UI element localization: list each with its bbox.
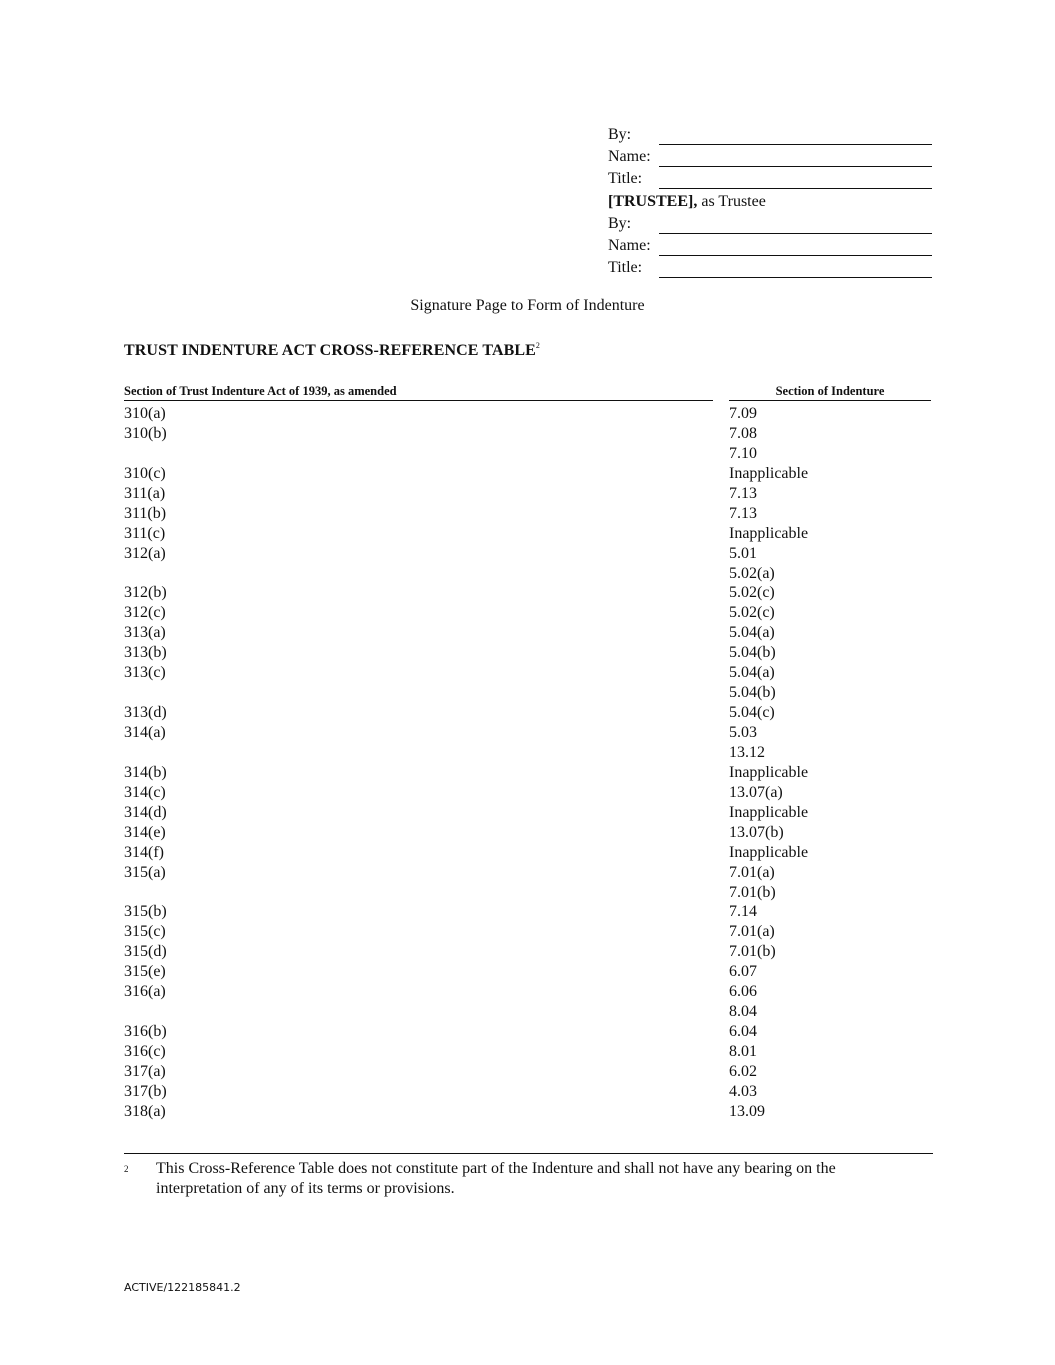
tia-section-cell: 311(a) xyxy=(124,484,166,502)
sig-title-field-1 xyxy=(608,168,932,190)
indenture-section-ref: 7.01(b) xyxy=(729,883,776,901)
indenture-section-cell xyxy=(729,823,934,843)
table-row xyxy=(124,783,934,803)
table-row xyxy=(124,504,934,524)
indenture-section-ref: 7.13 xyxy=(729,484,757,502)
indenture-section-ref: 5.02(a) xyxy=(729,564,775,582)
indenture-section-ref: Inapplicable xyxy=(729,843,809,861)
indenture-section-ref: 8.04 xyxy=(729,1003,757,1021)
cross-reference-table xyxy=(124,404,934,1122)
table-row xyxy=(124,623,934,643)
table-row xyxy=(124,1082,934,1102)
table-row xyxy=(124,464,934,484)
trustee-line xyxy=(608,191,932,213)
tia-section-cell: 316(c) xyxy=(124,1043,166,1061)
tia-section-cell: 315(a) xyxy=(124,863,166,881)
column-header-tia-section: Section of Trust Indenture Act of 1939, as amended xyxy=(124,384,713,401)
tia-section-cell: 315(e) xyxy=(124,963,166,981)
table-row xyxy=(124,703,934,723)
table-row xyxy=(124,583,934,603)
indenture-section-cell xyxy=(729,404,934,424)
footnote-mark: 2 xyxy=(124,1164,129,1174)
indenture-section-cell xyxy=(729,524,934,544)
indenture-section-ref: 5.02(c) xyxy=(729,584,775,602)
tia-section-cell: 313(d) xyxy=(124,704,167,722)
signature-line xyxy=(659,188,932,189)
tia-section-cell: 314(a) xyxy=(124,724,166,742)
tia-section-cell: 314(f) xyxy=(124,843,164,861)
sig-label: By: xyxy=(608,215,632,232)
indenture-section-ref: 6.06 xyxy=(729,983,757,1001)
tia-section-cell: 311(c) xyxy=(124,524,166,542)
indenture-section-ref: 7.08 xyxy=(729,425,757,442)
indenture-section-cell xyxy=(729,703,934,723)
tia-section-cell: 311(b) xyxy=(124,504,167,522)
tia-section-cell: 314(e) xyxy=(124,823,166,841)
tia-section-cell: 315(b) xyxy=(124,903,167,921)
table-row xyxy=(124,942,934,962)
tia-section-cell: 313(c) xyxy=(124,664,166,682)
indenture-section-ref: 7.14 xyxy=(729,903,757,921)
table-row xyxy=(124,763,934,783)
indenture-section-cell xyxy=(729,1102,934,1122)
table-row xyxy=(124,962,934,982)
indenture-section-ref: 6.04 xyxy=(729,1023,757,1041)
table-row xyxy=(124,1062,934,1082)
table-row xyxy=(124,1042,934,1062)
sig-label: Name: xyxy=(608,148,651,165)
table-row xyxy=(124,544,934,584)
table-row xyxy=(124,982,934,1022)
indenture-section-cell xyxy=(729,623,934,643)
indenture-section-cell xyxy=(729,504,934,524)
sig-name-field-2 xyxy=(608,235,932,257)
sig-label: Title: xyxy=(608,259,643,276)
indenture-section-ref: 7.09 xyxy=(729,405,757,422)
indenture-section-cell xyxy=(729,1042,934,1062)
tia-section-cell: 317(a) xyxy=(124,1063,166,1081)
table-row xyxy=(124,663,934,703)
indenture-section-ref: 13.07(a) xyxy=(729,783,783,801)
indenture-section-cell xyxy=(729,783,934,803)
indenture-section-ref: 13.09 xyxy=(729,1103,765,1121)
tia-section-cell: 312(a) xyxy=(124,544,166,562)
sig-label: By: xyxy=(608,126,632,143)
tia-section-cell: 315(c) xyxy=(124,923,166,941)
trustee-role: as Trustee xyxy=(697,193,766,210)
footnote-text: This Cross-Reference Table does not constitute part of the Indenture and shall not have any bearing on the interpretation of any of its terms or provisions. xyxy=(156,1160,836,1197)
indenture-section-cell xyxy=(729,583,934,603)
tia-section-cell: 310(a) xyxy=(124,405,166,422)
column-header-indenture-section: Section of Indenture xyxy=(729,384,931,401)
table-row xyxy=(124,843,934,863)
footnote xyxy=(124,1159,924,1199)
indenture-section-cell xyxy=(729,544,934,584)
indenture-section-cell xyxy=(729,922,934,942)
tia-section-cell: 310(c) xyxy=(124,464,166,482)
indenture-section-cell xyxy=(729,464,934,484)
tia-section-cell: 315(d) xyxy=(124,943,167,961)
indenture-section-ref: Inapplicable xyxy=(729,524,809,542)
indenture-section-ref: 13.07(b) xyxy=(729,823,784,841)
indenture-section-ref: 8.01 xyxy=(729,1043,757,1061)
indenture-section-ref: 5.04(a) xyxy=(729,624,775,642)
table-row xyxy=(124,1102,934,1122)
indenture-section-cell xyxy=(729,1082,934,1102)
indenture-section-ref: 7.10 xyxy=(729,444,757,462)
indenture-section-ref: 6.07 xyxy=(729,963,757,981)
tia-section-cell: 314(d) xyxy=(124,803,167,821)
indenture-section-cell xyxy=(729,763,934,783)
indenture-section-cell xyxy=(729,902,934,922)
indenture-section-ref: 5.04(a) xyxy=(729,664,775,682)
indenture-section-ref: 7.01(b) xyxy=(729,943,776,961)
tia-section-cell: 316(a) xyxy=(124,983,166,1001)
indenture-section-cell xyxy=(729,863,934,903)
tia-section-cell: 313(b) xyxy=(124,644,167,662)
signature-line xyxy=(659,166,932,167)
indenture-section-cell xyxy=(729,603,934,623)
tia-section-cell: 316(b) xyxy=(124,1023,167,1041)
indenture-section-cell xyxy=(729,1022,934,1042)
table-row xyxy=(124,922,934,942)
indenture-section-cell xyxy=(729,982,934,1022)
tia-section-cell: 318(a) xyxy=(124,1103,166,1121)
tia-section-cell: 314(b) xyxy=(124,763,167,781)
sig-title-field-2 xyxy=(608,257,932,279)
indenture-section-cell xyxy=(729,942,934,962)
indenture-section-ref: 5.01 xyxy=(729,544,757,562)
tia-section-cell: 314(c) xyxy=(124,783,166,801)
table-row xyxy=(124,863,934,903)
table-row xyxy=(124,723,934,763)
indenture-section-ref: Inapplicable xyxy=(729,464,809,482)
table-row xyxy=(124,484,934,504)
sig-by-field-2 xyxy=(608,213,932,235)
indenture-section-cell xyxy=(729,962,934,982)
indenture-section-ref: 5.04(c) xyxy=(729,704,775,722)
indenture-section-cell xyxy=(729,643,934,663)
signature-line xyxy=(659,255,932,256)
indenture-section-cell xyxy=(729,424,934,464)
sig-name-field-1 xyxy=(608,146,932,168)
sig-by-field-1 xyxy=(608,124,932,146)
table-row xyxy=(124,902,934,922)
table-row xyxy=(124,524,934,544)
sig-label: Name: xyxy=(608,237,651,254)
indenture-section-cell xyxy=(729,803,934,823)
document-id: ACTIVE/122185841.2 xyxy=(124,1281,241,1294)
table-row xyxy=(124,424,934,464)
indenture-section-cell xyxy=(729,1062,934,1082)
signature-page-caption: Signature Page to Form of Indenture xyxy=(410,297,645,314)
signature-line xyxy=(659,233,932,234)
footnote-separator xyxy=(124,1153,933,1154)
indenture-section-ref: 7.01(a) xyxy=(729,923,775,941)
signature-line xyxy=(659,144,932,145)
indenture-section-ref: 13.12 xyxy=(729,743,765,761)
signature-block xyxy=(608,124,932,279)
table-row xyxy=(124,404,934,424)
indenture-section-ref: 7.13 xyxy=(729,504,757,522)
table-row xyxy=(124,643,934,663)
tia-section-cell: 312(c) xyxy=(124,604,166,622)
table-title-text: TRUST INDENTURE ACT CROSS-REFERENCE TABLE xyxy=(124,342,536,359)
tia-section-cell: 312(b) xyxy=(124,584,167,602)
tia-section-cell: 310(b) xyxy=(124,425,167,442)
indenture-section-ref: Inapplicable xyxy=(729,763,809,781)
indenture-section-cell xyxy=(729,843,934,863)
footnote-reference: 2 xyxy=(535,341,541,350)
indenture-section-ref: 7.01(a) xyxy=(729,863,775,881)
indenture-section-cell xyxy=(729,723,934,763)
indenture-section-cell xyxy=(729,484,934,504)
indenture-section-ref: 5.04(b) xyxy=(729,644,776,662)
table-row xyxy=(124,823,934,843)
indenture-section-ref: 6.02 xyxy=(729,1063,757,1081)
indenture-section-ref: 5.03 xyxy=(729,724,757,742)
tia-section-cell: 317(b) xyxy=(124,1083,167,1101)
indenture-section-ref: 4.03 xyxy=(729,1083,757,1101)
table-row xyxy=(124,603,934,623)
trustee-name: [TRUSTEE], xyxy=(608,193,698,210)
indenture-section-ref: 5.04(b) xyxy=(729,684,776,702)
table-row xyxy=(124,1022,934,1042)
indenture-section-ref: 5.02(c) xyxy=(729,604,775,622)
indenture-section-ref: Inapplicable xyxy=(729,803,809,821)
sig-label: Title: xyxy=(608,170,643,187)
table-title xyxy=(124,341,540,360)
table-row xyxy=(124,803,934,823)
tia-section-cell: 313(a) xyxy=(124,624,166,642)
indenture-section-cell xyxy=(729,663,934,703)
signature-line xyxy=(659,277,932,278)
